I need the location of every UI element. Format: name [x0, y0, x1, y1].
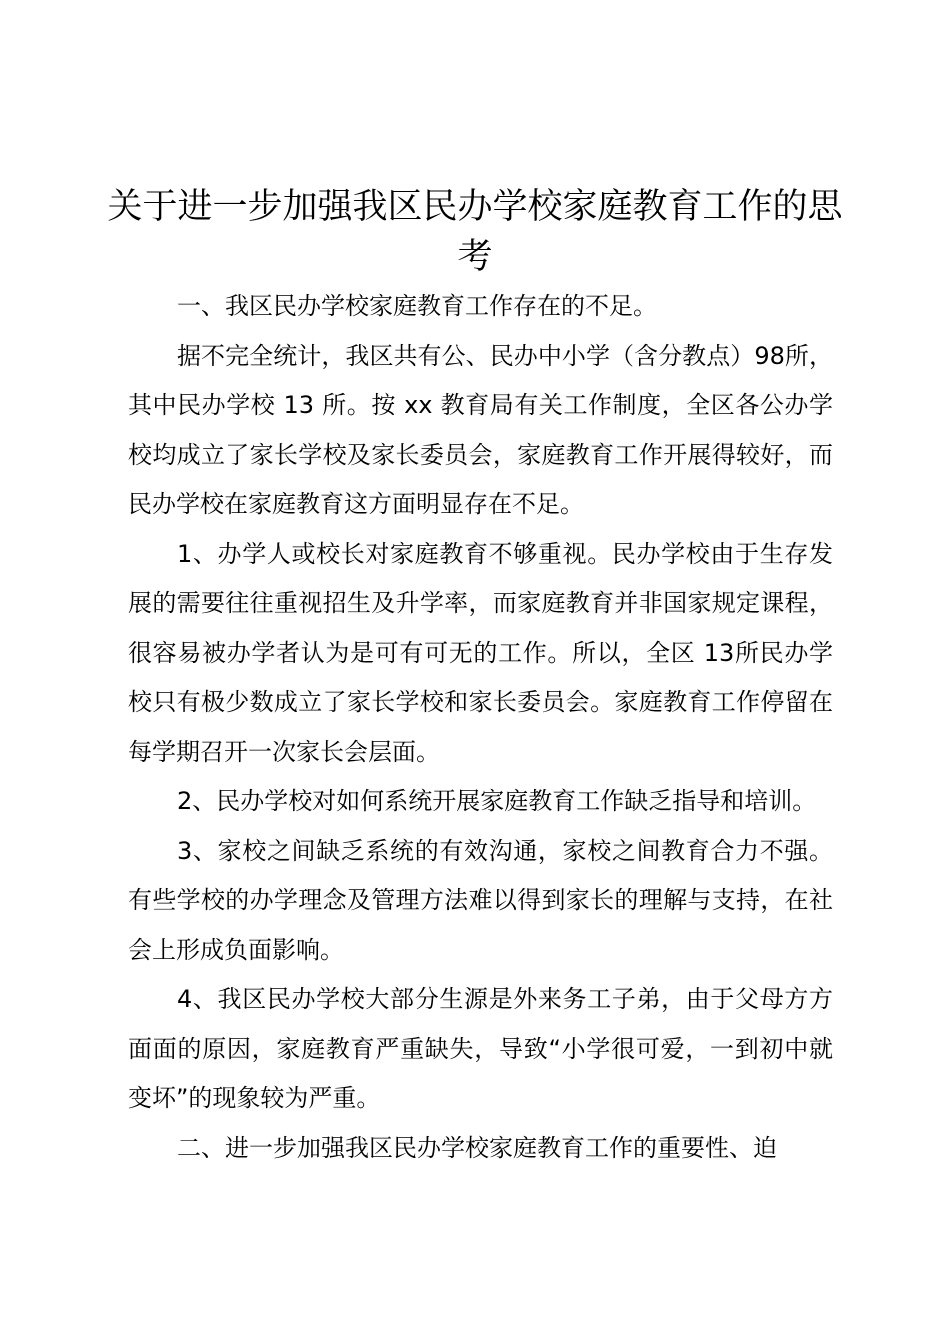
section-heading-1: 一、我区民办学校家庭教育工作存在的不足。: [177, 292, 657, 320]
paragraph-point-1: 1、办学人或校长对家庭教育不够重视。民办学校由于生存发展的需要往往重视招生及升学率，而家庭教育并非国家规定课程，很容易被办学者认为是可有可无的工作。所以，全区 13所民办学校只有极少数成立了家长学校和家长委员会。家庭教育工作停留在每学期召开一次家长会层面。: [128, 539, 833, 766]
paragraph-point-3: 3、家校之间缺乏系统的有效沟通，家校之间教育合力不强。有些学校的办学理念及管理方法难以得到家长的理解与支持，在社会上形成负面影响。: [128, 836, 833, 964]
paragraph-statistics: 据不完全统计，我区共有公、民办中小学（含分教点）98所，其中民办学校 13 所。按 xx 教育局有关工作制度，全区各公办学校均成立了家长学校及家长委员会，家庭教育工作开展得较好，而民办学校在家庭教育这方面明显存在不足。: [128, 341, 833, 518]
section-heading-2: 二、进一步加强我区民办学校家庭教育工作的重要性、迫: [177, 1133, 777, 1162]
paragraph-point-2: 2、民办学校对如何系统开展家庭教育工作缺乏指导和培训。: [177, 787, 817, 815]
document-body: [128, 282, 833, 1173]
document-title: 关于进一步加强我区民办学校家庭教育工作的思考: [107, 187, 843, 277]
paragraph-point-4: 4、我区民办学校大部分生源是外来务工子弟，由于父母方方面面的原因，家庭教育严重缺失，导致“小学很可爱，一到初中就变坏”的现象较为严重。: [128, 985, 833, 1112]
